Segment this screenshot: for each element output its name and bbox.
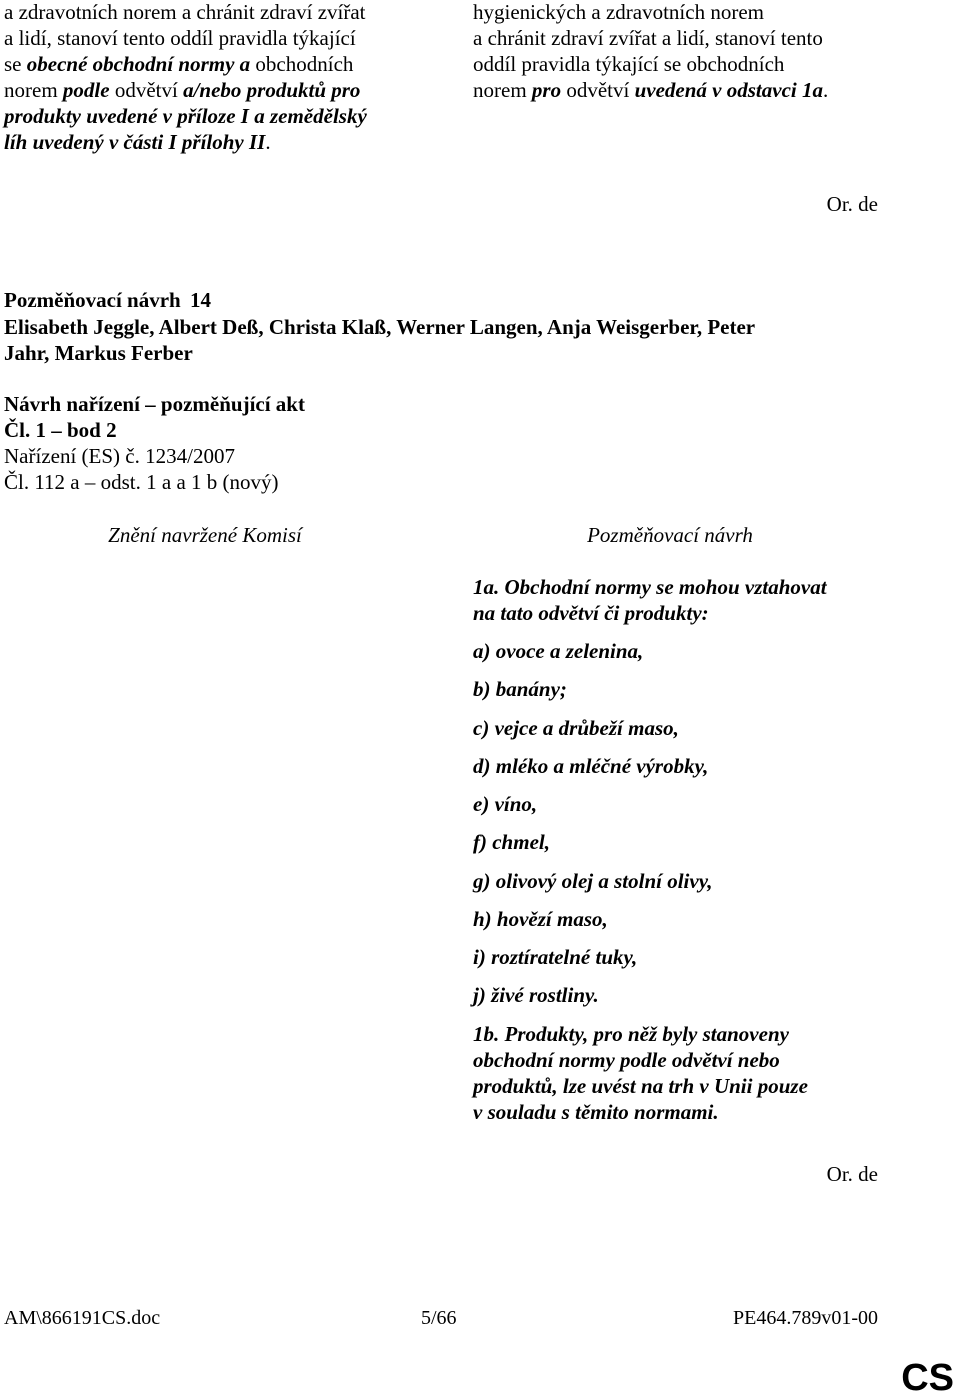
regulation-reference: Nařízení (ES) č. 1234/2007 [4,444,235,468]
text-line: produkty uvedené v příloze I a zemědělský [4,104,367,128]
amendment-paragraph-1b: obchodní normy podle odvětví nebo [473,1048,780,1072]
list-item: h) hovězí maso, [473,907,608,931]
list-item: d) mléko a mléčné výrobky, [473,754,709,778]
language-code: CS [901,1357,954,1399]
commission-text-continuation [4,0,367,155]
list-item: i) roztíratelné tuky, [473,945,638,969]
list-item: j) živé rostliny. [473,983,599,1007]
footer-document-ref: AM\866191CS.doc [4,1307,161,1329]
text-line: hygienických a zdravotních norem [473,0,764,24]
text-line: oddíl pravidla týkající se obchodních [473,52,785,76]
list-item: e) víno, [473,792,538,816]
amendment-authors: Elisabeth Jeggle, Albert Deß, Christa Klaß, Werner Langen, Anja Weisgerber, Peter [4,315,756,339]
column-header-commission: Znění navržené Komisí [108,523,302,547]
column-header-amendment: Pozměňovací návrh [587,523,753,547]
article-reference: Čl. 1 – bod 2 [4,418,117,442]
footer-page-number: 5/66 [421,1307,457,1329]
list-item: f) chmel, [473,830,550,854]
amendment-heading [4,287,211,313]
text-line: líh uvedený v části I přílohy II. [4,130,271,154]
footer-pe-number: PE464.789v01-00 [733,1307,878,1329]
list-item: c) vejce a drůbeží maso, [473,716,679,740]
proposal-reference: Návrh nařízení – pozměňující akt [4,392,305,416]
paragraph-reference: Čl. 112 a – odst. 1 a a 1 b (nový) [4,470,279,494]
amendment-number: 14 [189,288,211,312]
amendment-paragraph-1b: 1b. Produkty, pro něž byly stanoveny [473,1022,789,1046]
text-line: a zdravotních norem a chránit zdraví zvířat [4,0,366,24]
text-line: norem pro odvětví uvedená v odstavci 1a. [473,78,829,102]
amendment-text-continuation [473,0,828,103]
amendment-paragraph-1a: 1a. Obchodní normy se mohou vztahovat [473,575,827,599]
amendment-authors: Jahr, Markus Ferber [4,341,193,365]
text-line: se obecné obchodní normy a obchodních [4,52,354,76]
list-item: b) banány; [473,677,567,701]
text-line: a lidí, stanoví tento oddíl pravidla týkající [4,26,356,50]
list-item: a) ovoce a zelenina, [473,639,644,663]
original-language-note: Or. de [826,192,878,216]
amendment-title: Pozměňovací návrh [4,288,181,312]
amendment-paragraph-1a: na tato odvětví či produkty: [473,601,709,625]
original-language-note: Or. de [826,1162,878,1186]
amendment-paragraph-1b: produktů, lze uvést na trh v Unii pouze [473,1074,808,1098]
list-item: g) olivový olej a stolní olivy, [473,869,713,893]
text-line: a chránit zdraví zvířat a lidí, stanoví tento [473,26,823,50]
text-line: norem podle odvětví a/nebo produktů pro [4,78,361,102]
amendment-paragraph-1b: v souladu s těmito normami. [473,1100,719,1124]
